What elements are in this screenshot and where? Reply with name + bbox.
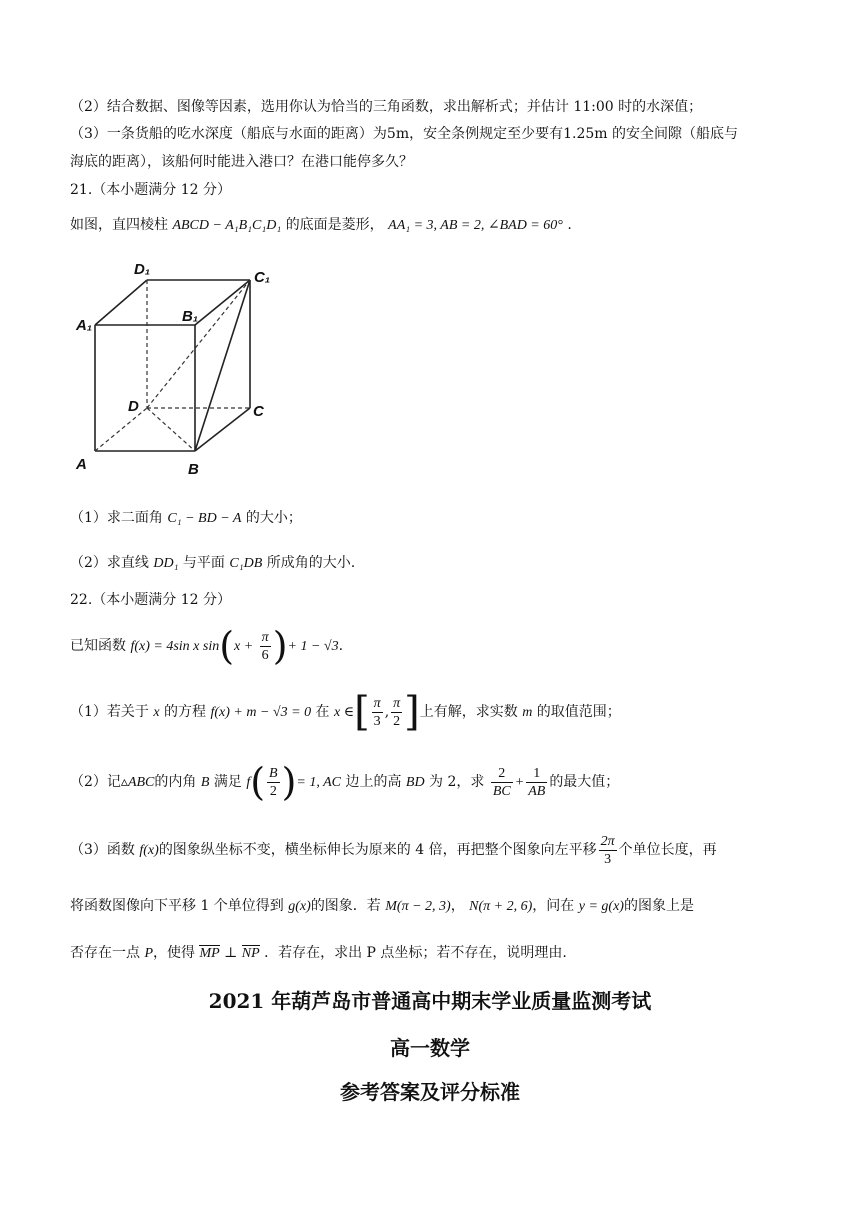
q22-part2-f: f: [246, 775, 251, 790]
frac-den: 2: [269, 783, 277, 799]
q21-solid: ABCD − A₁B₁C₁D₁: [172, 218, 282, 233]
edge-bc1: [195, 280, 250, 451]
edge-b1c1: [195, 280, 250, 325]
fraction-pi-6: [260, 629, 271, 664]
q20-part2: （2）结合数据、图像等因素，选用你认为恰当的三角函数，求出解析式；并估计 11:00 时的水深值；: [70, 99, 703, 115]
q22-part2-mid4: 为 2，求: [429, 774, 485, 790]
q22-part3-l2-mid2: ，问在: [532, 898, 575, 914]
q21-part1: [70, 508, 302, 529]
q20-part3-line1: （3）一条货船的吃水深度（船底与水面的距离）为5m，安全条例规定至少要有1.25m 的安全间隙（船底与: [70, 126, 738, 142]
fraction-2-bc: [491, 765, 513, 800]
label-b: B: [188, 461, 199, 478]
fraction-pi-3: [372, 695, 383, 730]
q20-part3-line2: 海底的距离），该船何时能进入港口？在港口能停多久？: [70, 154, 413, 170]
q22-part2-mid3: 边上的高: [345, 774, 402, 790]
q21-stem-prefix: 如图，直四棱柱: [70, 217, 168, 233]
q22-part3-fx: f(x): [139, 843, 159, 858]
q22-stem-inner: x +: [234, 639, 254, 654]
q21-part2-middle: 与平面: [182, 555, 225, 571]
frac-num: π: [393, 695, 401, 711]
vector-np: NP: [241, 946, 260, 961]
label-c: C: [253, 403, 264, 420]
q21-part2-line: DD₁: [153, 556, 179, 571]
q22-part3-mid: 的图象纵坐标不变，横坐标伸长为原来的 4 倍，再把整个图象向左平移: [158, 842, 597, 858]
q22-part3-l2-mid1: 的图象．若: [310, 898, 381, 914]
q21-part2-suffix: 所成角的大小.: [266, 555, 356, 571]
point-m: M(π − 2, 3): [385, 899, 451, 914]
q22-header: 22.（本小题满分 12 分）: [70, 592, 231, 608]
label-d1: D₁: [134, 261, 151, 278]
q22-part3-l2-prefix: 将函数图像向下平移 1 个单位得到: [70, 898, 284, 914]
paren-open: (: [219, 624, 235, 668]
q22-part3-l3-prefix: 否存在一点: [70, 945, 140, 961]
q21-part2: [70, 553, 355, 574]
q22-part2-bd: BD: [405, 775, 425, 790]
frac-den: 3: [604, 851, 612, 867]
frac-num: π: [373, 695, 381, 711]
hidden-ad: [95, 408, 147, 451]
vector-mp: MP: [199, 946, 220, 961]
hidden-dc1: [147, 280, 250, 408]
q22-part1-mid1: 的方程: [164, 704, 207, 720]
fraction-pi-2: [391, 695, 402, 730]
q21-header: 21.（本小题满分 12 分）: [70, 182, 231, 198]
q22-stem-suffix: .: [338, 638, 344, 654]
q22-stem: [70, 626, 343, 666]
q22-stem-prefix: 已知函数: [70, 638, 126, 654]
label-a: A: [76, 456, 87, 473]
subject-title: 高一数学: [390, 1036, 470, 1060]
comma: ，: [450, 898, 465, 914]
frac-den: BC: [492, 783, 511, 799]
frac-den: 2: [393, 713, 401, 729]
q22-part2-prefix: （2）记: [70, 774, 121, 790]
frac-num: B: [269, 765, 278, 781]
edge-bc: [195, 408, 250, 451]
q21-stem-suffix: .: [567, 217, 572, 233]
label-a1: A₁: [76, 317, 93, 334]
q22-part3-line2: [70, 896, 694, 917]
q21-stem-middle: 的底面是菱形，: [285, 217, 384, 233]
q21-part1-math: C₁ − BD − A: [167, 511, 242, 526]
q21-part2-plane: C₁DB: [229, 556, 263, 571]
answer-key-title: 参考答案及评分标准: [340, 1080, 520, 1104]
frac-num: 2π: [600, 833, 615, 849]
q22-part3-l3-suffix: ．若存在，求出 P 点坐标；若不存在，说明理由.: [264, 945, 567, 961]
point-n: N(π + 2, 6): [469, 899, 533, 914]
frac-num: π: [261, 629, 269, 645]
frac-num: 1: [526, 765, 547, 783]
q22-part3-l3-mid1: ，使得: [153, 945, 196, 961]
q22-part1: （1）若关于 x 的方程 f(x) + m − √3 = 0 在 x ∈[ $\frac{\pi}{3}$ , $\frac{\pi}{2}$ ]上有解，求实数 m 的取值范围；: [70, 689, 621, 735]
frac-den: AB: [528, 783, 546, 799]
q22-part1-m: m: [522, 705, 533, 720]
label-c1: C₁: [254, 269, 271, 286]
q22-part2-eq: = 1, AC: [296, 775, 342, 790]
q22-part2-suffix: 的最大值；: [549, 774, 620, 790]
point-p: P: [144, 946, 154, 961]
q21-stem: [70, 215, 572, 236]
frac-num: 2: [491, 765, 513, 783]
q22-part3-prefix: （3）函数: [70, 842, 135, 858]
label-b1: B₁: [182, 308, 199, 325]
paren-open: (: [250, 760, 266, 804]
q22-part2-mid1: 的内角: [154, 774, 197, 790]
fraction-2pi-3: [599, 833, 617, 868]
plus-sign: +: [514, 775, 525, 790]
frac-den: 3: [373, 713, 381, 729]
bracket-close: ]: [404, 689, 420, 735]
q22-part3-suffix: 个单位长度，再: [618, 842, 717, 858]
q22-part3-line1: [70, 828, 717, 872]
fraction-1-ab: [526, 765, 547, 800]
q22-part1-prefix: （1）若关于: [70, 704, 149, 720]
q22-part2-mid2: 满足: [213, 774, 242, 790]
q22-part2-b: B: [200, 775, 210, 790]
q22-part1-mid3: 上有解，求实数: [419, 704, 518, 720]
label-d: D: [128, 398, 139, 415]
paren-close: ): [281, 760, 297, 804]
q22-part1-x: x: [153, 705, 160, 720]
q22-part1-suffix: 的取值范围；: [536, 704, 621, 720]
paren-close: ): [272, 624, 288, 668]
q21-conditions: AA₁ = 3, AB = 2, ∠BAD = 60°: [388, 218, 563, 233]
frac-den: 6: [261, 647, 269, 663]
q22-part3-y: y = g(x): [578, 899, 624, 914]
q22-stem-lhs: f(x) = 4sin x sin: [130, 639, 220, 654]
q21-part1-prefix: （1）求二面角: [70, 510, 163, 526]
q22-part1-mid2: 在: [315, 704, 330, 720]
fraction-b-2: [267, 765, 280, 800]
prism-figure: [70, 258, 300, 478]
q22-part3-gx: g(x): [288, 899, 311, 914]
edge-d1a1: [95, 280, 147, 325]
q21-part2-prefix: （2）求直线: [70, 555, 149, 571]
q22-part3-l2-suffix: 的图象上是: [623, 898, 694, 914]
q22-part1-in: x ∈: [333, 705, 355, 720]
q22-stem-tail: + 1 − √3: [287, 639, 339, 654]
q21-part1-suffix: 的大小；: [245, 510, 302, 526]
q22-part1-eq: f(x) + m − √3 = 0: [210, 705, 312, 720]
q22-part2-tri: ▵ABC: [120, 775, 155, 790]
q22-part3-line3: [70, 943, 567, 964]
exam-title: 2021 年葫芦岛市普通高中期末学业质量监测考试: [208, 989, 652, 1013]
q22-part2: [70, 760, 619, 804]
perp-sign: ⊥: [224, 946, 238, 961]
bracket-open: [: [354, 689, 370, 735]
hidden-db: [147, 408, 195, 451]
